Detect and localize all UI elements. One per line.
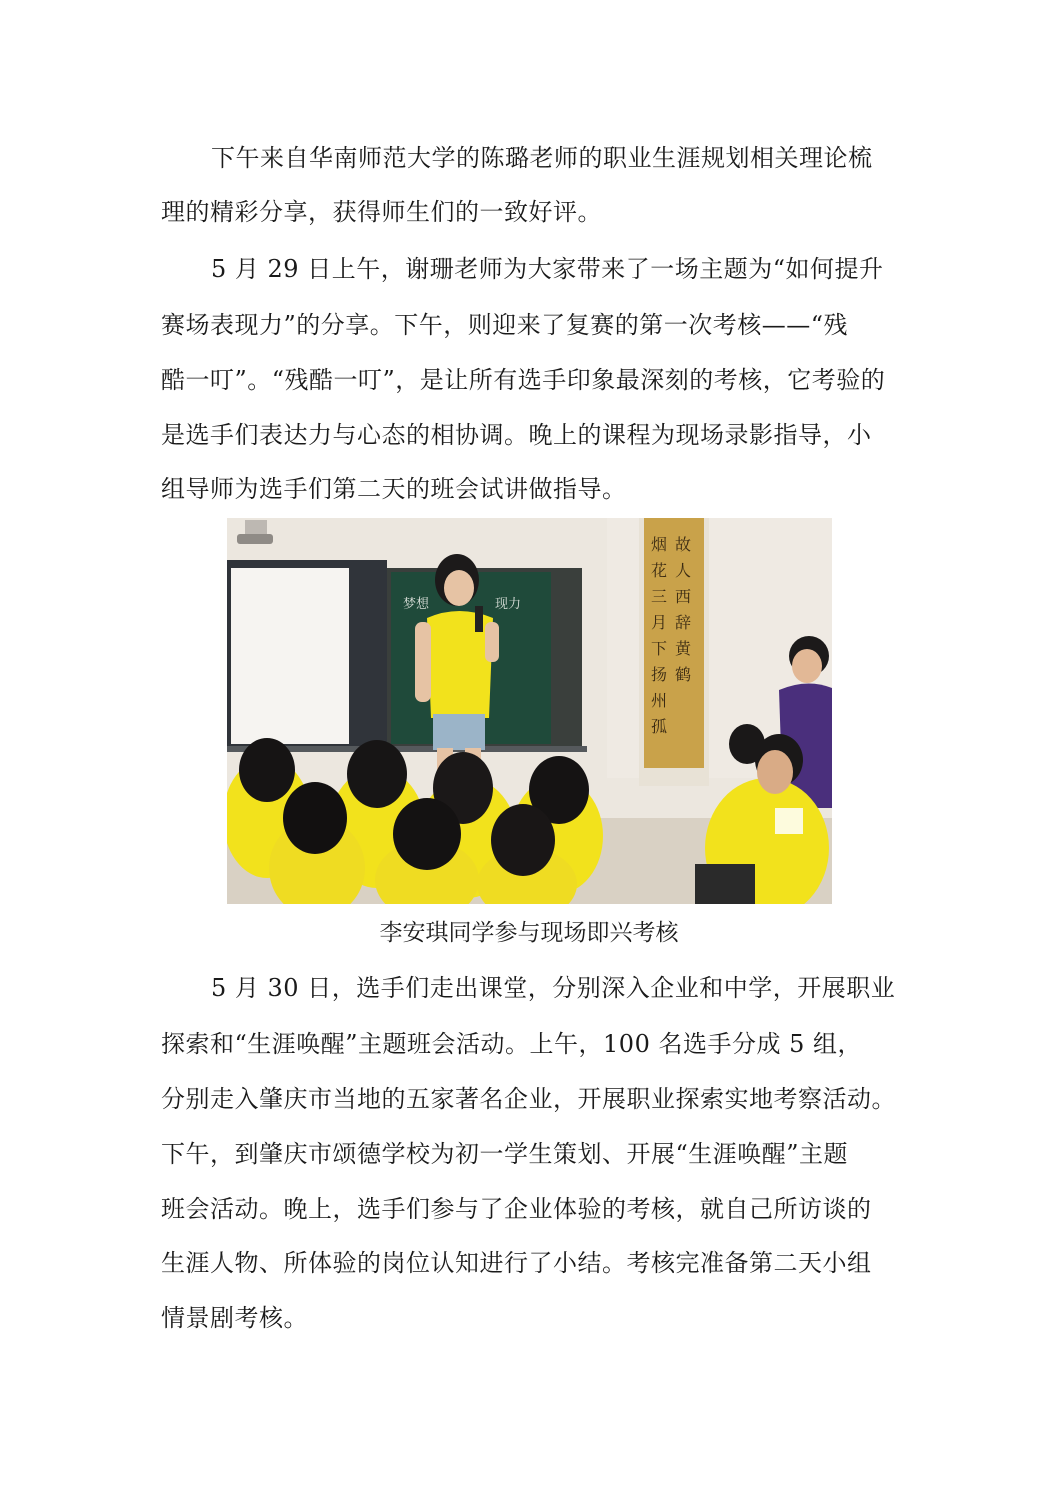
paragraph-2-line-4: 是选手们表达力与心态的相协调。晚上的课程为现场录影指导，小: [161, 421, 872, 449]
svg-text:下: 下: [651, 639, 668, 658]
svg-text:扬: 扬: [651, 665, 668, 684]
paragraph-3-line-6: 生涯人物、所体验的岗位认知进行了小结。考核完准备第二天小组: [161, 1249, 872, 1277]
paragraph-2-line-1: 5 月 29 日上午，谢珊老师为大家带来了一场主题为“如何提升: [211, 255, 884, 283]
svg-text:梦想: 梦想: [403, 597, 430, 612]
paragraph-3-line-7: 情景剧考核。: [161, 1304, 308, 1332]
paragraph-1-line-2: 理的精彩分享，获得师生们的一致好评。: [161, 198, 602, 226]
svg-text:鹤: 鹤: [675, 665, 692, 684]
svg-text:西: 西: [675, 587, 692, 606]
svg-text:烟: 烟: [651, 535, 668, 554]
svg-text:花: 花: [651, 561, 668, 580]
svg-text:故: 故: [675, 535, 692, 554]
photo-caption: 李安琪同学参与现场即兴考核: [379, 920, 679, 946]
svg-text:辞: 辞: [675, 613, 692, 632]
svg-text:三: 三: [651, 587, 668, 606]
event-photo: [227, 518, 832, 904]
paragraph-3-line-2: 探索和“生涯唤醒”主题班会活动。上午，100 名选手分成 5 组，: [161, 1030, 863, 1058]
paragraph-3-line-3: 分别走入肇庆市当地的五家著名企业，开展职业探索实地考察活动。: [161, 1085, 896, 1113]
paragraph-3-line-4: 下午，到肇庆市颂德学校为初一学生策划、开展“生涯唤醒”主题: [161, 1140, 849, 1168]
paragraph-2-line-3: 酷一叮”。“残酷一叮”，是让所有选手印象最深刻的考核，它考验的: [161, 366, 886, 394]
paragraph-2-line-2: 赛场表现力”的分享。下午，则迎来了复赛的第一次考核——“残: [161, 311, 849, 339]
paragraph-2-line-5: 组导师为选手们第二天的班会试讲做指导。: [161, 475, 627, 503]
svg-text:月: 月: [651, 613, 668, 632]
paragraph-3-line-1: 5 月 30 日，选手们走出课堂，分别深入企业和中学，开展职业: [211, 974, 896, 1002]
svg-text:州: 州: [651, 691, 668, 710]
svg-text:黄: 黄: [675, 639, 692, 658]
svg-text:现力: 现力: [495, 597, 522, 612]
paragraph-3-line-5: 班会活动。晚上，选手们参与了企业体验的考核，就自己所访谈的: [161, 1195, 872, 1223]
paragraph-1-line-1: 下午来自华南师范大学的陈璐老师的职业生涯规划相关理论梳: [211, 144, 873, 172]
svg-text:人: 人: [675, 561, 692, 580]
svg-text:孤: 孤: [651, 717, 668, 736]
